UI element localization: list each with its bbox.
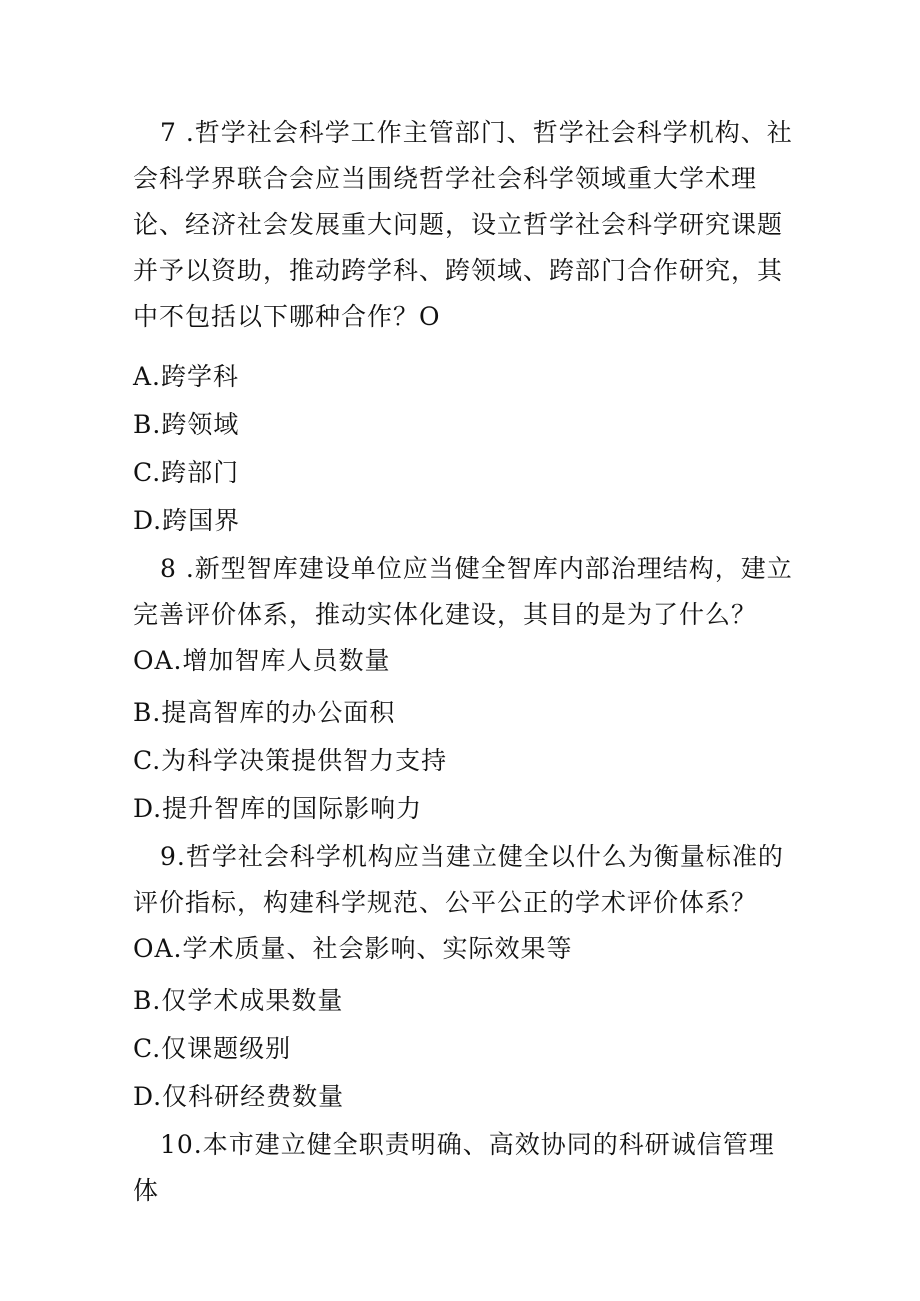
- question-9-option-c: C.仅课题级别: [133, 1034, 292, 1063]
- question-8-stem: 8 .新型智库建设单位应当健全智库内部治理结构，建立完善评价体系，推动实体化建设，其目的是为了什么？OA.增加智库人员数量: [133, 554, 793, 675]
- question-7-option-d: D.跨国界: [133, 506, 241, 535]
- question-9-stem: 9.哲学社会科学机构应当建立健全以什么为衡量标准的评价指标，构建科学规范、公平公正的学术评价体系？OA.学术质量、社会影响、实际效果等: [133, 842, 784, 963]
- question-7-stem: 7 .哲学社会科学工作主管部门、哲学社会科学机构、社会科学界联合会应当围绕哲学社会科学领域重大学术理论、经济社会发展重大问题，设立哲学社会科学研究课题并予以资助，推动跨学科、跨领域、跨部门合作研究，其中不包括以下哪种合作？O: [133, 118, 793, 331]
- question-7-option-c: C.跨部门: [133, 458, 240, 487]
- question-8-option-c: C.为科学决策提供智力支持: [133, 746, 448, 775]
- question-8-option-b: B.提高智库的办公面积: [133, 698, 396, 727]
- question-10-stem: 10.本市建立健全职责明确、高效协同的科研诚信管理体: [133, 1130, 775, 1205]
- question-8-option-d: D.提升智库的国际影响力: [133, 794, 423, 823]
- question-9-option-d: D.仅科研经费数量: [133, 1082, 345, 1111]
- question-9-option-b: B.仅学术成果数量: [133, 986, 344, 1015]
- question-7-option-b: B.跨领域: [133, 410, 240, 439]
- question-7-option-a: A.跨学科: [133, 362, 240, 391]
